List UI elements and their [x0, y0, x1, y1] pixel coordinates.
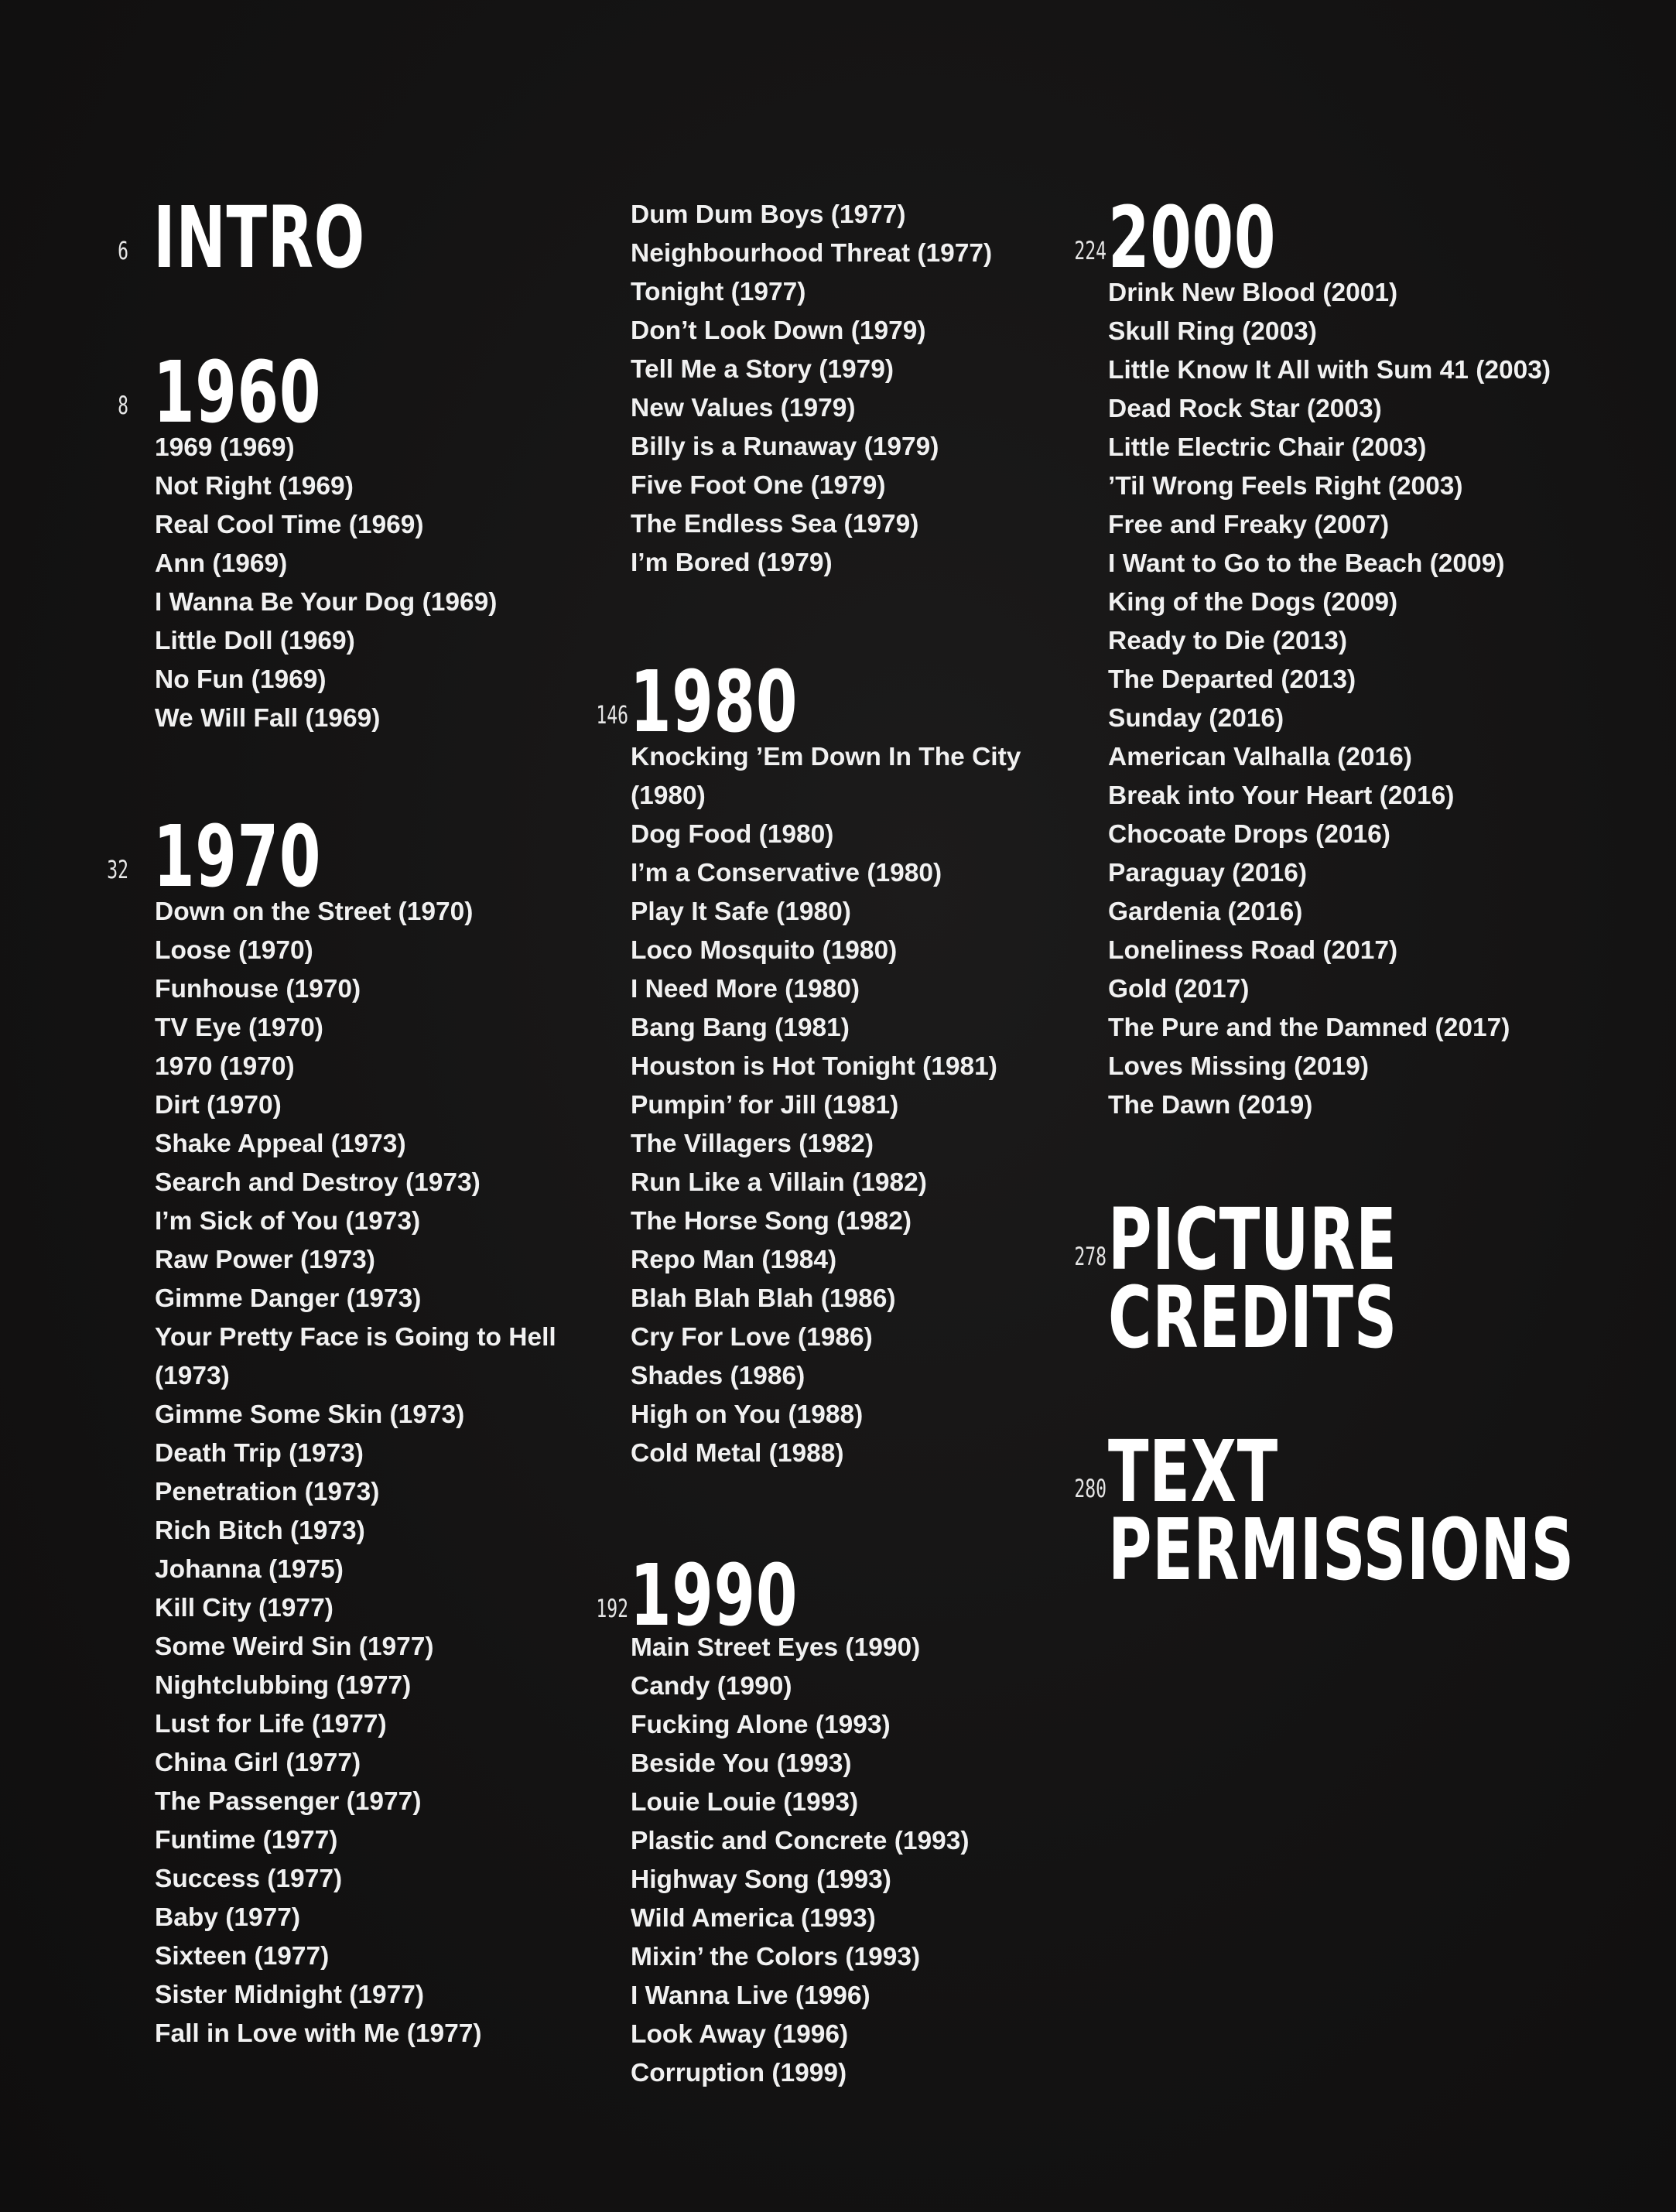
- 1990-page-number: 192: [596, 1594, 628, 1623]
- 1980-track-list: [631, 738, 1021, 1473]
- 2000-page-number: 224: [1074, 236, 1107, 265]
- 1970-heading: 1970: [153, 807, 322, 906]
- list-item: TV Eye (1970): [155, 1014, 323, 1042]
- list-item: American Valhalla (2016): [1108, 743, 1412, 771]
- list-item: Billy is a Runaway (1979): [631, 432, 939, 461]
- list-item: Free and Freaky (2007): [1108, 511, 1390, 539]
- list-item: I Need More (1980): [631, 975, 860, 1003]
- list-item: Cry For Love (1986): [631, 1323, 873, 1352]
- list-item: Blah Blah Blah (1986): [631, 1284, 896, 1313]
- list-item: I’m Bored (1979): [631, 549, 833, 577]
- list-item: Fall in Love with Me (1977): [155, 2019, 482, 2048]
- list-item: The Dawn (2019): [1108, 1091, 1313, 1120]
- list-item: No Fun (1969): [155, 665, 327, 694]
- list-item: The Departed (2013): [1108, 665, 1356, 694]
- list-item: Mixin’ the Colors (1993): [631, 1943, 921, 1971]
- list-item: Not Right (1969): [155, 472, 354, 501]
- list-item: Funtime (1977): [155, 1826, 338, 1855]
- picture-credits-heading-line-1: PICTURE: [1108, 1190, 1397, 1289]
- list-item: Shake Appeal (1973): [155, 1130, 406, 1158]
- list-item: Cold Metal (1988): [631, 1439, 844, 1468]
- text-permissions-page-number: 280: [1074, 1474, 1107, 1503]
- list-item: Funhouse (1970): [155, 975, 361, 1003]
- list-item: Neighbourhood Threat (1977): [631, 239, 993, 268]
- intro-heading: INTRO: [153, 188, 365, 287]
- 1960-page-number: 8: [118, 391, 128, 420]
- list-item: The Endless Sea (1979): [631, 510, 919, 538]
- list-item: Louie Louie (1993): [631, 1788, 859, 1817]
- list-item: Johanna (1975): [155, 1555, 344, 1584]
- list-item: Chocoate Drops (2016): [1108, 820, 1390, 849]
- 1970-track-list-continued: [631, 196, 992, 583]
- list-item: Little Electric Chair (2003): [1108, 433, 1427, 462]
- list-item: Gimme Some Skin (1973): [155, 1400, 465, 1429]
- list-item: Plastic and Concrete (1993): [631, 1827, 970, 1855]
- list-item: Sunday (2016): [1108, 704, 1284, 733]
- list-item: Your Pretty Face is Going to Hell: [155, 1323, 556, 1352]
- list-item: Real Cool Time (1969): [155, 511, 424, 539]
- list-item: Wild America (1993): [631, 1904, 876, 1933]
- intro-page-number: 6: [118, 236, 128, 265]
- list-item: I’m a Conservative (1980): [631, 859, 942, 887]
- list-item: China Girl (1977): [155, 1749, 361, 1777]
- text-permissions-heading: [1108, 1422, 1575, 1600]
- list-item: Look Away (1996): [631, 2020, 849, 2049]
- list-item: Skull Ring (2003): [1108, 317, 1317, 346]
- list-item: Nightclubbing (1977): [155, 1671, 412, 1700]
- list-item: Fucking Alone (1993): [631, 1711, 891, 1739]
- list-item: The Villagers (1982): [631, 1130, 874, 1158]
- list-item: Tell Me a Story (1979): [631, 355, 894, 384]
- list-item: Gold (2017): [1108, 975, 1250, 1003]
- list-item: Five Foot One (1979): [631, 471, 886, 500]
- list-item: Beside You (1993): [631, 1749, 852, 1778]
- picture-credits-page-number: 278: [1074, 1242, 1107, 1271]
- list-item: I’m Sick of You (1973): [155, 1207, 421, 1236]
- list-item: Sixteen (1977): [155, 1942, 330, 1971]
- list-item: (1980): [631, 781, 706, 810]
- list-item: Loco Mosquito (1980): [631, 936, 898, 965]
- list-item: Dog Food (1980): [631, 820, 834, 849]
- list-item: Dum Dum Boys (1977): [631, 200, 906, 229]
- list-item: Loneliness Road (2017): [1108, 936, 1398, 965]
- list-item: Success (1977): [155, 1865, 343, 1893]
- list-item: Drink New Blood (2001): [1108, 279, 1398, 307]
- list-item: High on You (1988): [631, 1400, 864, 1429]
- list-item: Little Know It All with Sum 41 (2003): [1108, 356, 1551, 385]
- list-item: We Will Fall (1969): [155, 704, 381, 733]
- list-item: Run Like a Villain (1982): [631, 1168, 927, 1197]
- list-item: New Values (1979): [631, 394, 856, 422]
- picture-credits-heading-line-2: CREDITS: [1108, 1268, 1397, 1368]
- 1990-heading: 1990: [630, 1546, 799, 1645]
- list-item: 1969 (1969): [155, 433, 295, 462]
- list-item: Loose (1970): [155, 936, 313, 965]
- list-item: Sister Midnight (1977): [155, 1981, 425, 2009]
- list-item: The Passenger (1977): [155, 1787, 422, 1816]
- list-item: King of the Dogs (2009): [1108, 588, 1398, 617]
- list-item: I Want to Go to the Beach (2009): [1108, 549, 1505, 578]
- list-item: Main Street Eyes (1990): [631, 1633, 921, 1662]
- list-item: Down on the Street (1970): [155, 897, 474, 926]
- 1970-track-list: [155, 893, 556, 2053]
- list-item: Gardenia (2016): [1108, 897, 1303, 926]
- list-item: Bang Bang (1981): [631, 1014, 850, 1042]
- list-item: ’Til Wrong Feels Right (2003): [1108, 472, 1463, 501]
- list-item: Kill City (1977): [155, 1594, 333, 1622]
- 2000-track-list: [1108, 274, 1551, 1125]
- list-item: Raw Power (1973): [155, 1246, 375, 1274]
- 2000-heading: 2000: [1108, 188, 1277, 287]
- 1980-page-number: 146: [596, 700, 628, 730]
- list-item: Ready to Die (2013): [1108, 627, 1348, 655]
- list-item: Highway Song (1993): [631, 1865, 891, 1894]
- list-item: Paraguay (2016): [1108, 859, 1307, 887]
- list-item: Baby (1977): [155, 1903, 301, 1932]
- list-item: Search and Destroy (1973): [155, 1168, 481, 1197]
- list-item: Pumpin’ for Jill (1981): [631, 1091, 899, 1120]
- list-item: Ann (1969): [155, 549, 288, 578]
- list-item: Tonight (1977): [631, 278, 806, 306]
- list-item: I Wanna Live (1996): [631, 1981, 870, 2010]
- list-item: Dead Rock Star (2003): [1108, 395, 1382, 423]
- list-item: Death Trip (1973): [155, 1439, 364, 1468]
- list-item: 1970 (1970): [155, 1052, 295, 1081]
- list-item: Rich Bitch (1973): [155, 1516, 365, 1545]
- list-item: Lust for Life (1977): [155, 1710, 387, 1738]
- 1960-track-list: [155, 429, 497, 738]
- list-item: Break into Your Heart (2016): [1108, 781, 1455, 810]
- 1960-heading: 1960: [153, 343, 322, 442]
- list-item: The Pure and the Damned (2017): [1108, 1014, 1510, 1042]
- list-item: Houston is Hot Tonight (1981): [631, 1052, 997, 1081]
- list-item: Loves Missing (2019): [1108, 1052, 1369, 1081]
- list-item: (1973): [155, 1362, 230, 1390]
- list-item: Some Weird Sin (1977): [155, 1633, 434, 1661]
- 1990-track-list: [631, 1629, 970, 2093]
- 1980-heading: 1980: [630, 652, 799, 751]
- list-item: Little Doll (1969): [155, 627, 355, 655]
- picture-credits-heading: [1108, 1190, 1541, 1368]
- list-item: Dirt (1970): [155, 1091, 282, 1120]
- list-item: Repo Man (1984): [631, 1246, 837, 1274]
- list-item: I Wanna Be Your Dog (1969): [155, 588, 498, 617]
- text-permissions-heading-line-1: TEXT: [1108, 1422, 1278, 1521]
- list-item: Shades (1986): [631, 1362, 806, 1390]
- list-item: Candy (1990): [631, 1672, 792, 1701]
- list-item: Don’t Look Down (1979): [631, 316, 926, 345]
- list-item: The Horse Song (1982): [631, 1207, 912, 1236]
- list-item: Corruption (1999): [631, 2059, 847, 2087]
- text-permissions-heading-line-2: PERMISSIONS: [1108, 1500, 1575, 1600]
- 1970-page-number: 32: [107, 855, 128, 884]
- list-item: Penetration (1973): [155, 1478, 380, 1506]
- list-item: Knocking ’Em Down In The City: [631, 743, 1021, 771]
- list-item: Gimme Danger (1973): [155, 1284, 422, 1313]
- list-item: Play It Safe (1980): [631, 897, 851, 926]
